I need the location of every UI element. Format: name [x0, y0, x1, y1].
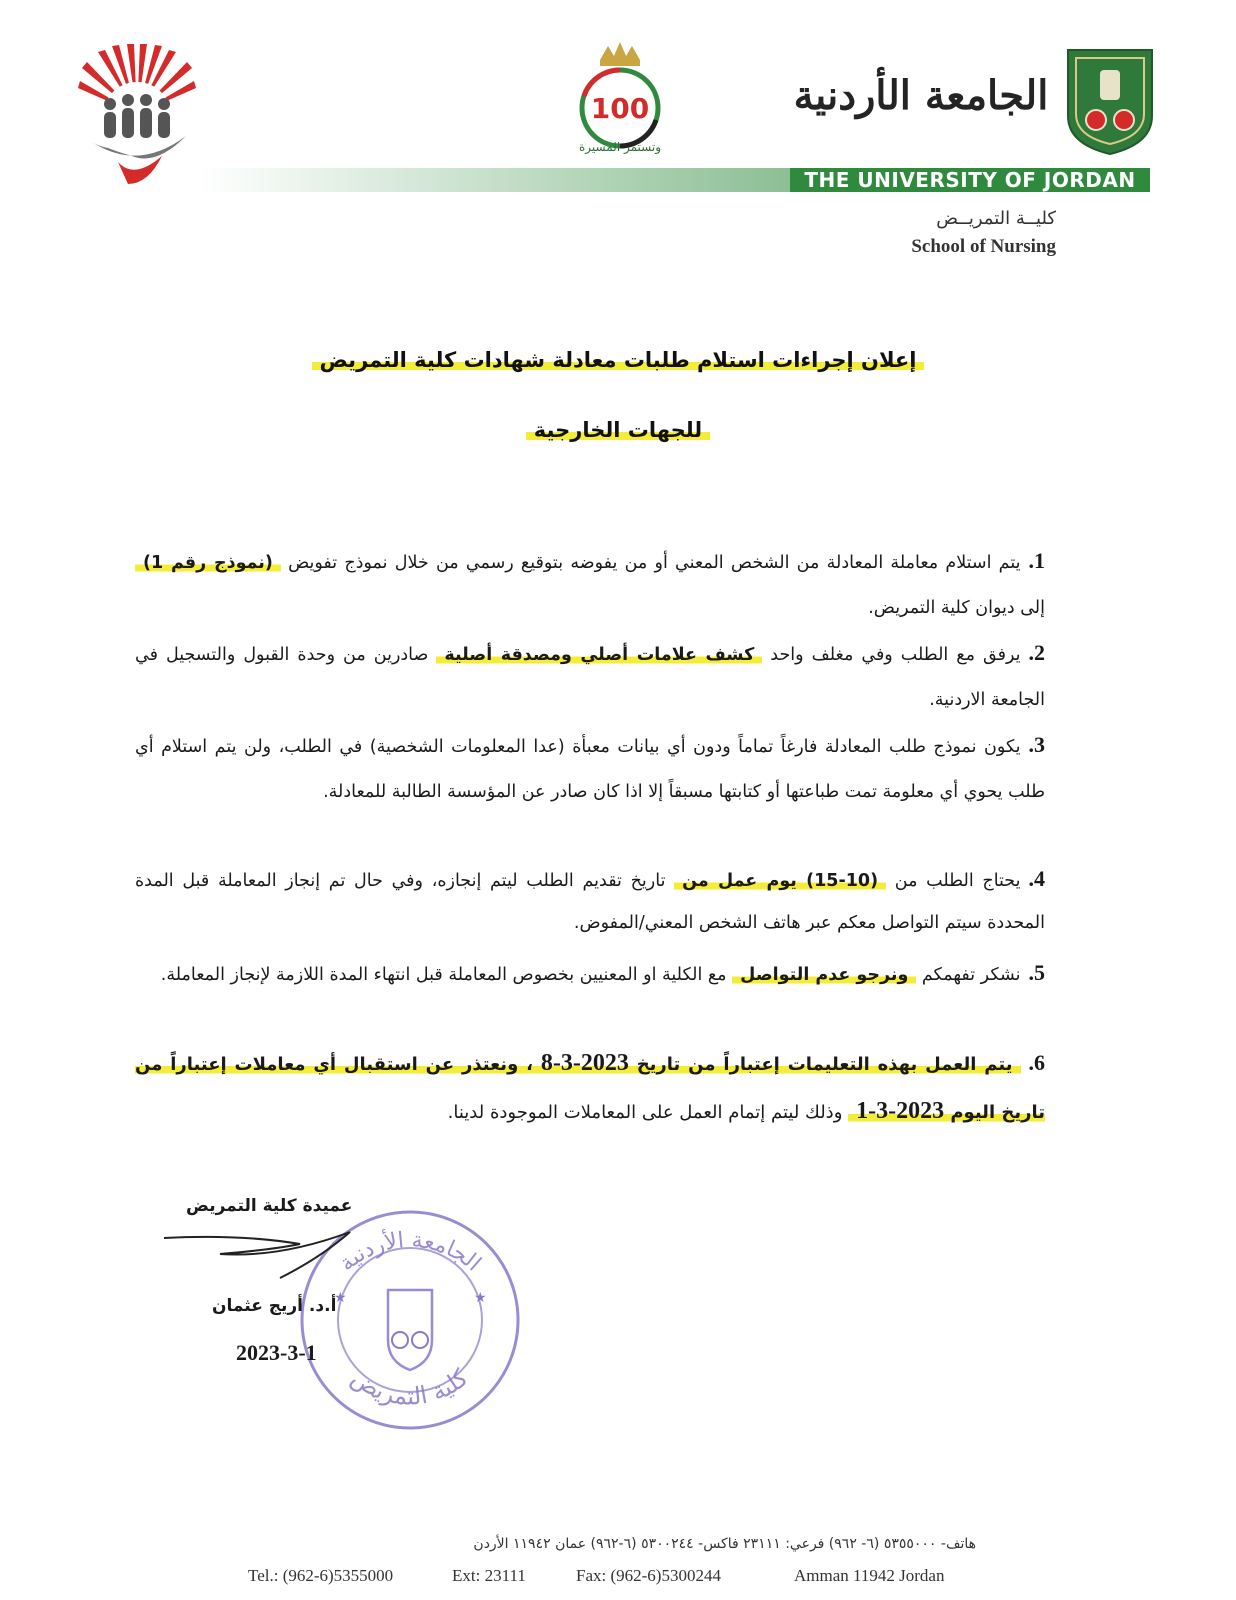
university-crest: [1064, 46, 1156, 156]
handwritten-signature: [160, 1228, 360, 1288]
item-text: تاريخ تقديم الطلب ليتم إنجازه، وفي حال تم إنجاز المعاملة قبل المدة المحددة سيتم التواصل معكم عبر هاتف الشخص المعني/المفوض.: [135, 871, 1045, 933]
effective-date: 8-3-2023: [540, 1050, 629, 1076]
footer-fax: Fax: (962-6)5300244: [576, 1566, 721, 1585]
item-text: يرفق مع الطلب وفي مغلف واحد: [762, 645, 1021, 665]
item-text: يتم استلام معاملة المعادلة من الشخص المعني أو من يفوضه بتوقيع رسمي من خلال نموذج تفويض: [280, 553, 1021, 573]
university-name-arabic: الجامعة الأردنية: [793, 72, 1049, 119]
item-number: 2.: [1028, 640, 1045, 665]
list-item: [135, 538, 1045, 631]
item-number: 4.: [1028, 866, 1045, 891]
item-number: 6.: [1028, 1050, 1045, 1075]
stamp-text-bottom: كلية التمريض: [346, 1363, 474, 1411]
footer-contact-english: [248, 1566, 980, 1586]
svg-text:★: ★: [334, 1290, 347, 1306]
social-people-logo: [78, 44, 196, 194]
announcement-title-line2: للجهات الخارجية: [526, 418, 710, 442]
item-bold-text: كشف علامات أصلي ومصدقة أصلية: [436, 645, 762, 665]
item-number: 3.: [1028, 732, 1045, 757]
list-item: [135, 630, 1045, 723]
item-text: إلى ديوان كلية التمريض.: [868, 598, 1045, 618]
item-text: يحتاج الطلب من: [886, 871, 1021, 891]
item-text: يتم العمل بهذه التعليمات إعتباراً من تاريخ: [628, 1054, 1013, 1075]
footer-extension: Ext: 23111: [452, 1566, 526, 1585]
list-item: [135, 722, 1045, 815]
signatory-title: عميدة كلية التمريض: [186, 1196, 353, 1216]
list-item: [135, 950, 1045, 998]
item-number: 5.: [1028, 960, 1045, 985]
item-bold-text: ونرجو عدم التواصل: [732, 965, 916, 985]
item-bold-text: (نموذج رقم 1): [135, 553, 281, 573]
footer-address: Amman 11942 Jordan: [794, 1566, 945, 1585]
faculty-name-arabic: كليــة التمريــض: [936, 208, 1056, 229]
item-text: يكون نموذج طلب المعادلة فارغاً تماماً ودون أي بيانات معبأة (عدا المعلومات الشخصية) في الطلب، ولن يتم استلام أي طلب يحوي أي معلومة تمت طباعتها أو كتابتها مسبقاً إلا اذا كان صادر عن المؤسسة الطالبة للمعادلة.: [135, 737, 1045, 802]
faculty-name-english: School of Nursing: [911, 236, 1056, 257]
signatory-name: أ.د. أريج عثمان: [212, 1296, 337, 1316]
announcement-title-line1: إعلان إجراءات استلام طلبات معادلة شهادات كلية التمريض: [312, 348, 925, 372]
item-text: ، ونعتذر عن استقبال أي معاملات إعتباراً من تاريخ اليوم: [135, 1054, 1045, 1123]
item-text: وذلك ليتم إتمام العمل على المعاملات الموجودة لدينا.: [447, 1102, 849, 1123]
cutoff-date: 1-3-2023: [856, 1098, 945, 1124]
svg-text:★: ★: [474, 1290, 487, 1306]
footer-contact-arabic: هاتف- ٥٣٥٥٠٠٠ (٦- ٩٦٢) فرعي: ٢٣١١١ فاكس- ٥٣٠٠٢٤٤ (٦-٩٦٢) عمان ١١٩٤٢ الأردن: [473, 1536, 976, 1552]
announcement-subtitle: [140, 418, 1096, 442]
item-bold-text: (10-15) يوم عمل من: [674, 871, 886, 891]
item-text: صادرين من وحدة القبول والتسجيل في الجامعة الاردنية.: [135, 645, 1045, 710]
item-text: مع الكلية او المعنيين بخصوص المعاملة قبل انتهاء المدة اللازمة لإنجاز المعاملة.: [160, 965, 733, 985]
university-name-english: THE UNIVERSITY OF JORDAN: [790, 168, 1150, 192]
item-text: نشكر تفهمكم: [916, 965, 1021, 985]
list-item: [135, 1040, 1045, 1136]
stamp-text-top: الجامعة الأردنية: [334, 1227, 486, 1277]
centenary-number: 100: [590, 92, 650, 125]
centenary-caption: وتستمر المسيرة: [579, 140, 661, 154]
list-item: [135, 858, 1045, 944]
signature-date: 2023-3-1: [236, 1340, 317, 1365]
footer-telephone: Tel.: (962-6)5355000: [248, 1566, 394, 1585]
item-number: 1.: [1028, 548, 1045, 573]
announcement-title: [140, 348, 1096, 372]
